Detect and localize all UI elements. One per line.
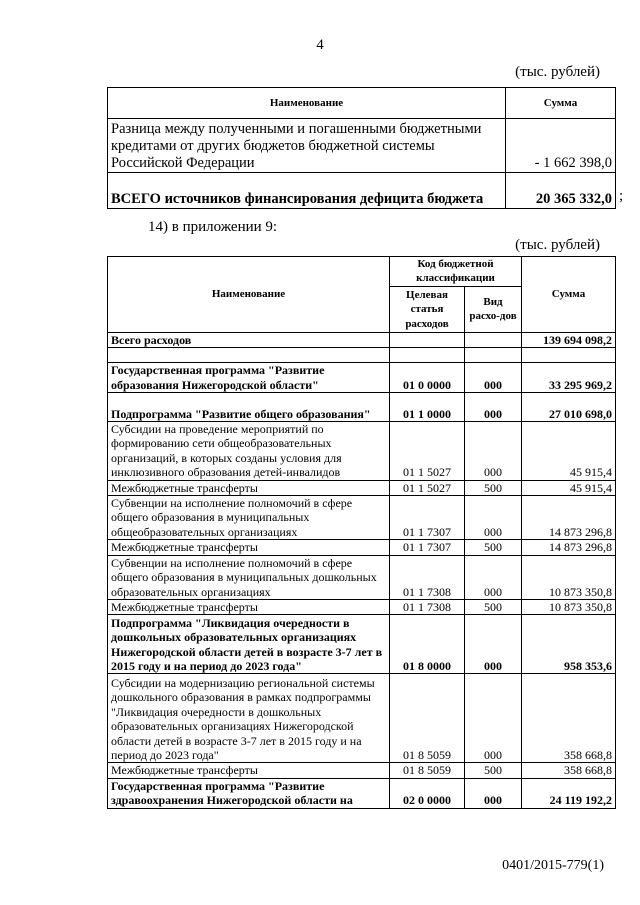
sources-table (107, 87, 616, 209)
row-target: 01 1 5027 (390, 480, 465, 495)
row-target (390, 348, 465, 363)
row-target: 01 1 0000 (390, 393, 465, 422)
row-type (465, 332, 522, 347)
section-intro: 14) в приложении 9: (148, 219, 278, 235)
row-sum: 45 915,4 (522, 422, 616, 481)
row-name: Государственная программа "Развитие здравоохранения Нижегородской области на (108, 778, 390, 808)
row-sum: 358 668,8 (522, 763, 616, 778)
header-target: Целевая статья расходов (390, 286, 465, 332)
row-type: 000 (465, 615, 522, 674)
row-sum: 14 873 296,8 (522, 496, 616, 540)
table-row (108, 778, 616, 808)
row-type: 000 (465, 674, 522, 763)
row-sum: 45 915,4 (522, 480, 616, 495)
row-target: 01 1 7308 (390, 599, 465, 614)
row-name: Всего расходов (108, 332, 390, 347)
table-row (108, 763, 616, 778)
row-type: 000 (465, 555, 522, 599)
table-row (108, 422, 616, 481)
table-row (108, 363, 616, 393)
table-row (108, 480, 616, 495)
row-sum: 14 873 296,8 (522, 540, 616, 555)
row-type: 000 (465, 363, 522, 393)
expenses-table (107, 256, 616, 809)
table-row (108, 674, 616, 763)
row-sum: 139 694 098,2 (522, 332, 616, 347)
unit-label-1: (тыс. рублей) (515, 64, 600, 80)
row-type: 000 (465, 393, 522, 422)
row-sum: 33 295 969,2 (522, 363, 616, 393)
table-row (108, 615, 616, 674)
trailing-semicolon: ; (619, 188, 624, 204)
unit-label-2: (тыс. рублей) (515, 237, 600, 253)
header-name: Наименование (108, 88, 506, 119)
total-name: ВСЕГО источников финансирования дефицита бюджета (108, 173, 506, 209)
row-target: 01 8 5059 (390, 674, 465, 763)
header-type: Вид расхо-дов (465, 286, 522, 332)
row-type: 000 (465, 778, 522, 808)
row-target: 01 1 7307 (390, 496, 465, 540)
row-target: 01 1 7308 (390, 555, 465, 599)
row-sum: 10 873 350,8 (522, 555, 616, 599)
table-row (108, 540, 616, 555)
row-target: 01 8 0000 (390, 615, 465, 674)
row-name: Субвенции на исполнение полномочий в сфере общего образования в муниципальных дошкольных образовательных организациях (108, 555, 390, 599)
header-name: Наименование (108, 257, 390, 333)
row-name: Межбюджетные трансферты (108, 763, 390, 778)
table-row (108, 555, 616, 599)
header-code: Код бюджетной классификации (390, 257, 522, 287)
table-row (108, 599, 616, 614)
page-number: 4 (316, 37, 324, 53)
row-name: Межбюджетные трансферты (108, 540, 390, 555)
row-target: 01 8 5059 (390, 763, 465, 778)
row-sum: 27 010 698,0 (522, 393, 616, 422)
row-type: 000 (465, 422, 522, 481)
row-type: 500 (465, 480, 522, 495)
table-row (108, 348, 616, 363)
row-target: 01 0 0000 (390, 363, 465, 393)
table-row (108, 332, 616, 347)
row-type: 500 (465, 599, 522, 614)
row-type (465, 348, 522, 363)
table-row (108, 393, 616, 422)
total-sum: 20 365 332,0 (506, 173, 616, 209)
row-name: Подпрограмма "Развитие общего образования" (108, 393, 390, 422)
header-sum: Сумма (522, 257, 616, 333)
row-name: Государственная программа "Развитие образования Нижегородской области" (108, 363, 390, 393)
row-target (390, 332, 465, 347)
row-type: 500 (465, 540, 522, 555)
row-type: 000 (465, 496, 522, 540)
row-name: Подпрограмма "Ликвидация очередности в дошкольных образовательных организациях Нижегородской области детей в возрасте 3-7 лет в 2015 году и на период до 2023 года" (108, 615, 390, 674)
row-target: 01 1 5027 (390, 422, 465, 481)
row-name: Межбюджетные трансферты (108, 480, 390, 495)
header-sum: Сумма (506, 88, 616, 119)
row-name (108, 348, 390, 363)
row-sum (522, 348, 616, 363)
table-row (108, 496, 616, 540)
row-sum: 24 119 192,2 (522, 778, 616, 808)
row-sum: - 1 662 398,0 (506, 119, 616, 173)
row-name: Межбюджетные трансферты (108, 599, 390, 614)
row-sum: 358 668,8 (522, 674, 616, 763)
row-target: 01 1 7307 (390, 540, 465, 555)
row-name: Субсидии на проведение мероприятий по формированию сети общеобразовательных организаций, в которых созданы условия для инклюзивного образования детей-инвалидов (108, 422, 390, 481)
row-name: Субсидии на модернизацию региональной системы дошкольного образования в рамках подпрограммы "Ликвидация очередности в дошкольных образовательных организациях Нижегородской области детей в возрасте 3-7 лет в 2015 году и на период до 2023 года" (108, 674, 390, 763)
row-name: Разница между полученными и погашенными бюджетными кредитами от других бюджетов бюджетной системы Российской Федерации (108, 119, 506, 173)
row-sum: 958 353,6 (522, 615, 616, 674)
row-sum: 10 873 350,8 (522, 599, 616, 614)
footer-code: 0401/2015-779(1) (502, 858, 604, 873)
row-type: 500 (465, 763, 522, 778)
row-name: Субвенции на исполнение полномочий в сфере общего образования в муниципальных общеобразовательных организациях (108, 496, 390, 540)
row-target: 02 0 0000 (390, 778, 465, 808)
